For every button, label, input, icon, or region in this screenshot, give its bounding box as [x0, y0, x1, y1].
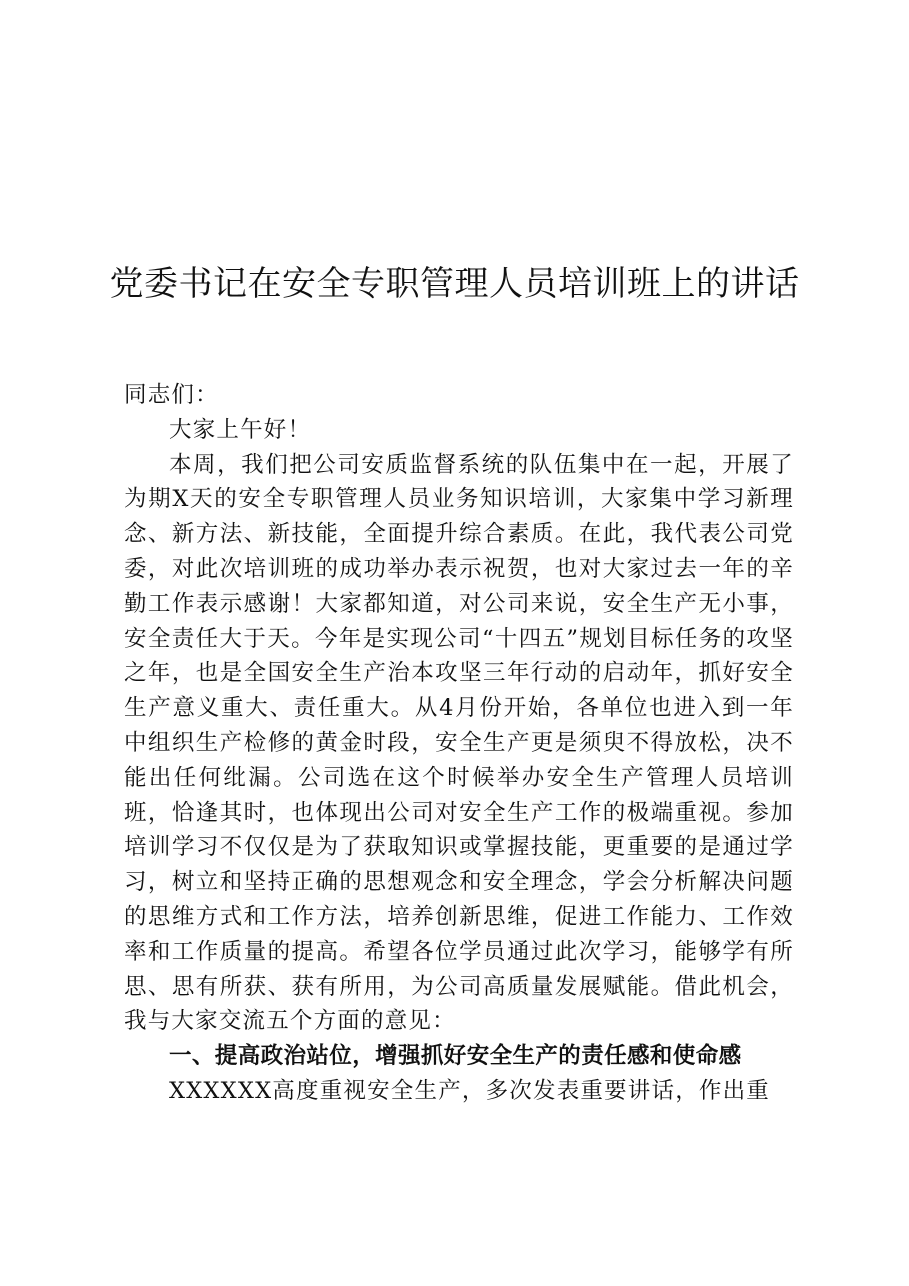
document-title: 党委书记在安全专职管理人员培训班上的讲话 [109, 264, 800, 304]
section-heading-1: 一、提高政治站位，增强抓好安全生产的责任感和使命感 [169, 1043, 742, 1070]
salutation: 同志们： [124, 382, 219, 408]
greeting: 大家上午好！ [169, 416, 312, 443]
paragraph-intro: 本周，我们把公司安质监督系统的队伍集中在一起，开展了为期X天的安全专职管理人员业务知识培训，大家集中学习新理念、新方法、新技能，全面提升综合素质。在此，我代表公司党委，对此次培训班的成功举办表示祝贺，也对大家过去一年的辛勤工作表示感谢！大家都知道，对公司来说，安全生产无小事，安全责任大于天。今年是实现公司“十四五”规划目标任务的攻坚之年，也是全国安全生产治本攻坚三年行动的启动年，抓好安全生产意义重大、责任重大。从4月份开始，各单位也进入到一年中组织生产检修的黄金时段，安全生产更是须臾不得放松，决不能出任何纰漏。公司选在这个时候举办安全生产管理人员培训班，恰逢其时，也体现出公司对安全生产工作的极端重视。参加培训学习不仅仅是为了获取知识或掌握技能，更重要的是通过学习，树立和坚持正确的思想观念和安全理念，学会分析解决问题的思维方式和工作方法，培养创新思维，促进工作能力、工作效率和工作质量的提高。希望各位学员通过此次学习，能够学有所思、思有所获、获有所用，为公司高质量发展赋能。借此机会，我与大家交流五个方面的意见： [124, 451, 794, 1035]
paragraph-section-1: XXXXXX高度重视安全生产，多次发表重要讲话，作出重 [169, 1077, 771, 1104]
document-body [124, 378, 794, 1109]
